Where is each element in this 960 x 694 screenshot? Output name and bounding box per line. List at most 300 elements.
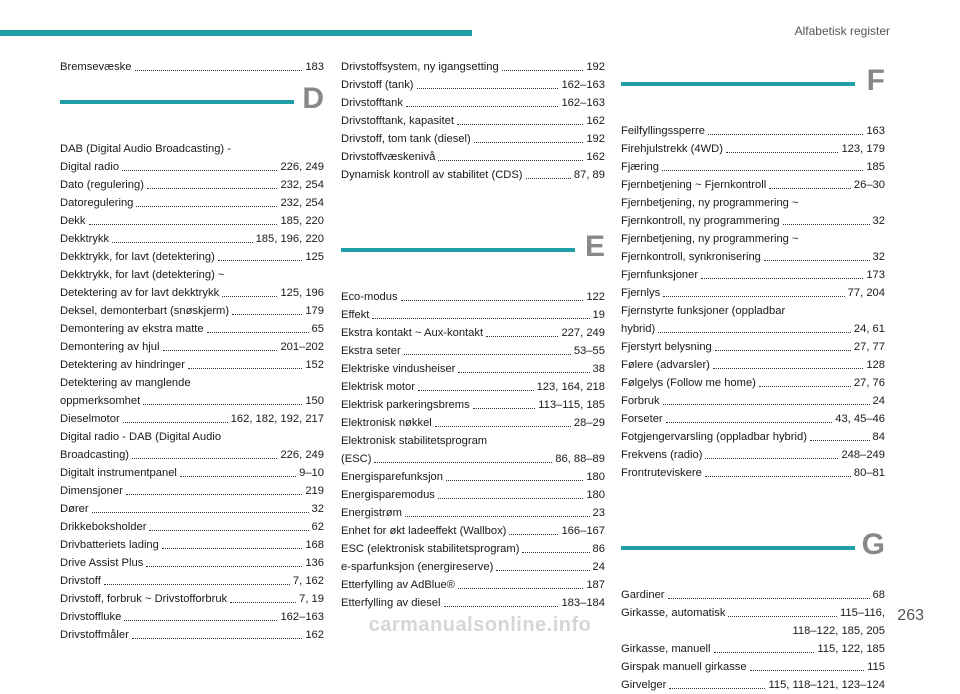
index-entry <box>621 140 885 158</box>
index-term: Broadcasting) <box>60 449 130 461</box>
dot-leader <box>759 386 851 387</box>
page-ref: 9–10 <box>299 467 324 479</box>
running-head: Alfabetisk register <box>794 24 890 38</box>
page-ref: 68 <box>872 589 885 601</box>
index-term: Dekk <box>60 215 86 227</box>
index-entry <box>341 76 605 94</box>
dot-leader <box>668 598 870 599</box>
index-term: Eco-modus <box>341 291 398 303</box>
index-term: Drive Assist Plus <box>60 557 144 569</box>
page-ref: 23 <box>592 507 605 519</box>
index-entry <box>341 522 605 540</box>
dot-leader <box>473 408 536 409</box>
index-entry <box>621 248 885 266</box>
index-term: Følgelys (Follow me home) <box>621 377 756 389</box>
index-entry-line: DAB (Digital Audio Broadcasting) - <box>60 143 231 155</box>
index-entry-line: Fjernstyrte funksjoner (oppladbar <box>621 305 786 317</box>
index-term: Følere (advarsler) <box>621 359 710 371</box>
page-ref: 86, 88–89 <box>555 453 605 465</box>
index-term: Dato (regulering) <box>60 179 144 191</box>
page-ref: 150 <box>305 395 324 407</box>
page-ref: 162 <box>586 115 605 127</box>
dot-leader <box>162 548 302 549</box>
index-term: Girvelger <box>621 679 667 691</box>
dot-leader <box>404 354 571 355</box>
dot-leader <box>764 260 870 261</box>
index-term: Firehjulstrekk (4WD) <box>621 143 723 155</box>
index-term: Enhet for økt ladeeffekt (Wallbox) <box>341 525 507 537</box>
dot-leader <box>435 426 571 427</box>
index-term: Elektronisk nøkkel <box>341 417 432 429</box>
page-ref: 28–29 <box>573 417 605 429</box>
index-term: hybrid) <box>621 323 656 335</box>
page-ref: 180 <box>586 489 605 501</box>
index-term: Demontering av hjul <box>60 341 160 353</box>
index-term: Fjerstyrt belysning <box>621 341 712 353</box>
index-entry <box>341 360 605 378</box>
section-spacer <box>621 482 885 522</box>
index-entry <box>341 594 605 612</box>
index-term: Drivstoffluke <box>60 611 122 623</box>
index-entry <box>60 518 324 536</box>
index-entry <box>60 572 324 590</box>
index-entry <box>621 212 885 230</box>
section-letter: E <box>584 230 605 263</box>
section-letter: F <box>866 64 885 97</box>
index-term: Digitalt instrumentpanel <box>60 467 177 479</box>
index-entry-line: Fjernbetjening, ny programmering ~ <box>621 197 799 209</box>
page-ref: 7, 19 <box>299 593 324 605</box>
page-ref: 162 <box>586 151 605 163</box>
page-ref: 27, 77 <box>853 341 885 353</box>
index-term: Energisparefunksjon <box>341 471 443 483</box>
page-ref: 219 <box>305 485 324 497</box>
section-header <box>60 76 324 140</box>
page-ref: 32 <box>872 251 885 263</box>
index-entry-pages-continued: 118–122, 185, 205 <box>792 625 885 637</box>
page-ref: 84 <box>872 431 885 443</box>
index-term: Etterfylling av AdBlue® <box>341 579 455 591</box>
index-entry-line: Fjernbetjening, ny programmering ~ <box>621 233 799 245</box>
index-entry <box>60 500 324 518</box>
dot-leader <box>658 332 851 333</box>
index-term: Drivstofftank <box>341 97 403 109</box>
page-ref: 187 <box>586 579 605 591</box>
dot-leader <box>132 458 277 459</box>
dot-leader <box>180 476 296 477</box>
page-ref: 115 <box>867 661 885 673</box>
page-ref: 183 <box>305 61 324 73</box>
dot-leader <box>123 422 228 423</box>
dot-leader <box>374 462 552 463</box>
dot-leader <box>522 552 589 553</box>
dot-leader <box>132 638 303 639</box>
index-entry <box>341 342 605 360</box>
index-term: Drikkeboksholder <box>60 521 147 533</box>
page-ref: 162–163 <box>561 79 605 91</box>
page-ref: 38 <box>592 363 605 375</box>
dot-leader <box>104 584 290 585</box>
footer-watermark: carmanualsonline.info <box>368 614 592 636</box>
index-entry <box>621 586 885 604</box>
index-term: Elektriske vindusheiser <box>341 363 456 375</box>
index-entry <box>60 320 324 338</box>
index-entry-line: Dekktrykk, for lavt (detektering) ~ <box>60 269 225 281</box>
page-ref: 122 <box>586 291 605 303</box>
dot-leader <box>92 512 309 513</box>
index-term: Dieselmotor <box>60 413 120 425</box>
index-term: Fjernbetjening ~ Fjernkontroll <box>621 179 767 191</box>
dot-leader <box>417 88 559 89</box>
page-ref: 168 <box>305 539 324 551</box>
index-entry <box>60 284 324 302</box>
dot-leader <box>750 670 865 671</box>
section-header <box>621 58 885 122</box>
index-term: Drivstoffmåler <box>60 629 129 641</box>
page-ref: 27, 76 <box>853 377 885 389</box>
page-ref: 183–184 <box>561 597 605 609</box>
section-header <box>621 522 885 586</box>
dot-leader <box>701 278 863 279</box>
dot-leader <box>232 314 302 315</box>
index-term: Dynamisk kontroll av stabilitet (CDS) <box>341 169 523 181</box>
page-ref: 163 <box>866 125 885 137</box>
index-entry <box>621 176 885 194</box>
page-ref: 152 <box>305 359 324 371</box>
dot-leader <box>458 588 583 589</box>
dot-leader <box>705 476 851 477</box>
index-term: Etterfylling av diesel <box>341 597 441 609</box>
dot-leader <box>222 296 277 297</box>
section-letter: D <box>302 82 324 115</box>
page-ref: 185, 196, 220 <box>255 233 324 245</box>
index-entry <box>60 464 324 482</box>
index-term: Drivstoff, tom tank (diesel) <box>341 133 471 145</box>
page-ref: 162, 182, 192, 217 <box>230 413 324 425</box>
page-ref: 19 <box>592 309 605 321</box>
page-ref: 123, 164, 218 <box>536 381 605 393</box>
index-entry <box>341 324 605 342</box>
dot-leader <box>89 224 278 225</box>
page-ref: 115–116, <box>840 607 885 619</box>
dot-leader <box>401 300 584 301</box>
index-entry <box>621 676 885 694</box>
index-column-2 <box>341 58 605 612</box>
page-ref: 62 <box>311 521 324 533</box>
dot-leader <box>438 160 583 161</box>
index-term: Energisparemodus <box>341 489 435 501</box>
page-ref: 115, 122, 185 <box>817 643 885 655</box>
dot-leader <box>135 70 303 71</box>
index-term: Drivstoff, forbruk ~ Drivstofforbruk <box>60 593 228 605</box>
index-term: Digital radio <box>60 161 120 173</box>
section-rule <box>621 82 855 86</box>
dot-leader <box>669 688 765 689</box>
index-term: Dekktrykk, for lavt (detektering) <box>60 251 215 263</box>
dot-leader <box>146 566 302 567</box>
index-entry <box>60 392 324 410</box>
dot-leader <box>496 570 589 571</box>
index-entry <box>341 558 605 576</box>
index-entry <box>621 640 885 658</box>
index-entry <box>341 378 605 396</box>
index-entry <box>341 468 605 486</box>
dot-leader <box>405 516 590 517</box>
index-term: Elektrisk motor <box>341 381 415 393</box>
index-entry <box>621 658 885 676</box>
page-ref: 227, 249 <box>561 327 605 339</box>
index-entry <box>341 94 605 112</box>
dot-leader <box>486 336 558 337</box>
page-ref: 26–30 <box>853 179 885 191</box>
dot-leader <box>418 390 534 391</box>
dot-leader <box>708 134 863 135</box>
index-term: Girspak manuell girkasse <box>621 661 747 673</box>
index-entry <box>341 166 605 184</box>
index-entry <box>341 414 605 432</box>
section-rule <box>60 100 294 104</box>
page-ref: 113–115, 185 <box>538 399 605 411</box>
index-term: Dekktrykk <box>60 233 110 245</box>
index-term: Fjæring <box>621 161 659 173</box>
page-ref: 86 <box>592 543 605 555</box>
page-ref: 24 <box>592 561 605 573</box>
index-term: Drivstofftank, kapasitet <box>341 115 454 127</box>
index-entry-line: Elektronisk stabilitetsprogram <box>341 435 488 447</box>
index-term: Drivstoff (tank) <box>341 79 414 91</box>
index-term: Fotgjengervarsling (oppladbar hybrid) <box>621 431 807 443</box>
index-column-3 <box>621 58 885 694</box>
dot-leader <box>406 106 558 107</box>
index-term: Elektrisk parkeringsbrems <box>341 399 470 411</box>
page-ref: 162–163 <box>280 611 324 623</box>
index-entry <box>60 536 324 554</box>
index-term: (ESC) <box>341 453 372 465</box>
page-ref: 185 <box>866 161 885 173</box>
index-entry <box>341 450 605 468</box>
index-entry <box>621 446 885 464</box>
page-ref: 65 <box>311 323 324 335</box>
page-ref: 232, 254 <box>280 179 324 191</box>
dot-leader <box>705 458 838 459</box>
page-ref: 180 <box>586 471 605 483</box>
index-term: Fjernkontroll, ny programmering <box>621 215 780 227</box>
index-entry <box>341 58 605 76</box>
index-entry <box>341 540 605 558</box>
index-entry-line: Digital radio - DAB (Digital Audio <box>60 431 222 443</box>
index-entry <box>60 356 324 374</box>
index-entry <box>60 410 324 428</box>
page-ref: 125, 196 <box>280 287 324 299</box>
page-ref: 173 <box>866 269 885 281</box>
index-term: Detektering av hindringer <box>60 359 185 371</box>
index-term: Frontruteviskere <box>621 467 702 479</box>
dot-leader <box>666 422 833 423</box>
dot-leader <box>149 530 308 531</box>
dot-leader <box>509 534 558 535</box>
index-entry <box>621 158 885 176</box>
page-ref: 232, 254 <box>280 197 324 209</box>
dot-leader <box>163 350 278 351</box>
page-ref: 80–81 <box>853 467 885 479</box>
index-term: ESC (elektronisk stabilitetsprogram) <box>341 543 520 555</box>
index-entry <box>60 338 324 356</box>
page-ref: 248–249 <box>841 449 885 461</box>
index-term: Frekvens (radio) <box>621 449 703 461</box>
dot-leader <box>663 404 870 405</box>
index-term: Ekstra kontakt ~ Aux-kontakt <box>341 327 484 339</box>
index-entry <box>341 504 605 522</box>
page-ref: 24, 61 <box>853 323 885 335</box>
index-term: Datoregulering <box>60 197 134 209</box>
page-ref: 115, 118–121, 123–124 <box>768 679 885 691</box>
section-letter: G <box>861 528 885 561</box>
dot-leader <box>147 188 277 189</box>
index-entry <box>60 58 324 76</box>
index-entry <box>341 306 605 324</box>
section-rule <box>341 248 575 252</box>
dot-leader <box>713 368 863 369</box>
index-term: Dører <box>60 503 89 515</box>
dot-leader <box>662 170 863 171</box>
dot-leader <box>230 602 296 603</box>
index-entry <box>621 464 885 482</box>
index-entry <box>621 428 885 446</box>
index-term: Ekstra seter <box>341 345 401 357</box>
dot-leader <box>444 606 559 607</box>
header-accent-bar <box>0 30 472 36</box>
page-ref: 162–163 <box>561 97 605 109</box>
index-term: Drivstoffsystem, ny igangsetting <box>341 61 499 73</box>
page-ref: 123, 179 <box>841 143 885 155</box>
page-ref: 32 <box>311 503 324 515</box>
dot-leader <box>207 332 309 333</box>
dot-leader <box>112 242 252 243</box>
index-entry <box>60 590 324 608</box>
index-term: Deksel, demonterbart (snøskjerm) <box>60 305 230 317</box>
index-term: Fjernlys <box>621 287 661 299</box>
page-ref: 185, 220 <box>280 215 324 227</box>
index-term: Gardiner <box>621 589 665 601</box>
index-term: Dimensjoner <box>60 485 123 497</box>
index-entry <box>621 266 885 284</box>
index-entry <box>60 554 324 572</box>
index-entry <box>60 176 324 194</box>
dot-leader <box>726 152 838 153</box>
page-ref: 32 <box>872 215 885 227</box>
index-entry <box>341 486 605 504</box>
index-entry <box>621 356 885 374</box>
index-entry <box>341 288 605 306</box>
index-term: oppmerksomhet <box>60 395 141 407</box>
index-entry <box>60 194 324 212</box>
dot-leader <box>438 498 583 499</box>
index-term: Energistrøm <box>341 507 402 519</box>
index-entry <box>621 374 885 392</box>
page-number: 263 <box>897 607 924 624</box>
dot-leader <box>188 368 302 369</box>
page-ref: 192 <box>586 61 605 73</box>
index-entry <box>60 158 324 176</box>
dot-leader <box>458 372 589 373</box>
dot-leader <box>769 188 851 189</box>
page-ref: 136 <box>305 557 324 569</box>
index-term: Bremsevæske <box>60 61 132 73</box>
index-entry <box>341 148 605 166</box>
index-term: e-sparfunksjon (energireserve) <box>341 561 494 573</box>
page-ref: 7, 162 <box>292 575 324 587</box>
page-ref: 162 <box>305 629 324 641</box>
page-ref: 201–202 <box>280 341 324 353</box>
index-entry <box>621 320 885 338</box>
index-term: Drivbatteriets lading <box>60 539 159 551</box>
index-term: Fjernfunksjoner <box>621 269 699 281</box>
dot-leader <box>457 124 583 125</box>
index-entry <box>341 130 605 148</box>
dot-leader <box>810 440 870 441</box>
index-term: Feilfyllingssperre <box>621 125 705 137</box>
index-term: Fjernkontroll, synkronisering <box>621 251 761 263</box>
index-column-1 <box>60 58 324 644</box>
dot-leader <box>126 494 303 495</box>
index-term: Drivstoff <box>60 575 101 587</box>
page-ref: 226, 249 <box>280 161 324 173</box>
dot-leader <box>143 404 302 405</box>
page-ref: 128 <box>866 359 885 371</box>
page-ref: 87, 89 <box>573 169 605 181</box>
index-term: Girkasse, manuell <box>621 643 711 655</box>
dot-leader <box>136 206 277 207</box>
index-entry <box>621 392 885 410</box>
section-header <box>341 224 605 288</box>
dot-leader <box>715 350 851 351</box>
index-entry <box>621 338 885 356</box>
dot-leader <box>446 480 583 481</box>
index-entry <box>341 576 605 594</box>
index-entry <box>60 230 324 248</box>
page-ref: 24 <box>872 395 885 407</box>
dot-leader <box>474 142 584 143</box>
index-term: Drivstoffvæskenivå <box>341 151 436 163</box>
dot-leader <box>783 224 870 225</box>
index-term: Demontering av ekstra matte <box>60 323 204 335</box>
page-ref: 166–167 <box>561 525 605 537</box>
dot-leader <box>218 260 303 261</box>
page-ref: 53–55 <box>573 345 605 357</box>
index-entry <box>341 396 605 414</box>
dot-leader <box>372 318 589 319</box>
index-entry-line: Detektering av manglende <box>60 377 191 389</box>
dot-leader <box>663 296 845 297</box>
page-ref: 43, 45–46 <box>835 413 885 425</box>
index-term: Girkasse, automatisk <box>621 607 726 619</box>
index-entry <box>60 248 324 266</box>
index-entry <box>60 302 324 320</box>
dot-leader <box>122 170 277 171</box>
index-entry <box>621 284 885 302</box>
page-ref: 179 <box>305 305 324 317</box>
dot-leader <box>502 70 584 71</box>
index-entry <box>60 212 324 230</box>
index-term: Forseter <box>621 413 663 425</box>
index-entry <box>621 122 885 140</box>
page-ref: 226, 249 <box>280 449 324 461</box>
page-ref: 77, 204 <box>847 287 885 299</box>
index-term: Forbruk <box>621 395 660 407</box>
index-entry <box>60 482 324 500</box>
dot-leader <box>526 178 571 179</box>
dot-leader <box>714 652 815 653</box>
